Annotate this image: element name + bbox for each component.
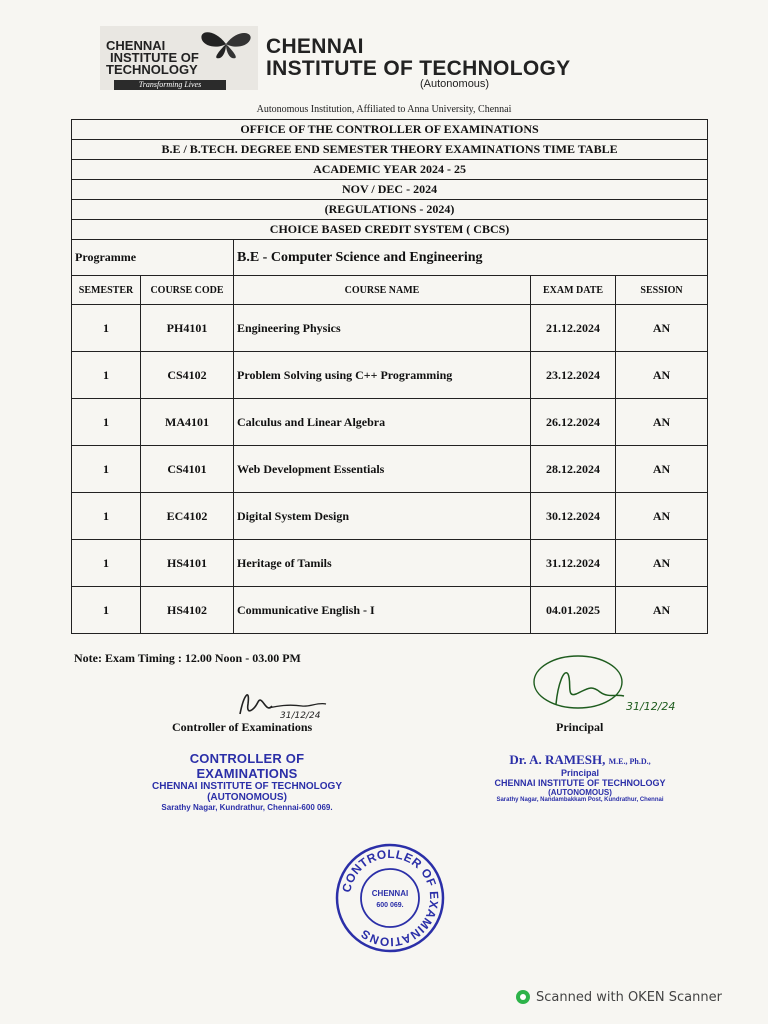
title-row (72, 160, 708, 180)
col-course-name: COURSE NAME (234, 276, 531, 305)
cell-course-code: CS4101 (141, 446, 234, 493)
cell-exam-date: 28.12.2024 (531, 446, 616, 493)
table-row (72, 493, 708, 540)
table-row (72, 446, 708, 493)
col-session: SESSION (616, 276, 708, 305)
principal-signature-date: 31/12/24 (626, 700, 676, 713)
cell-exam-date: 23.12.2024 (531, 352, 616, 399)
cell-course-code: PH4101 (141, 305, 234, 352)
scanner-watermark (516, 990, 722, 1005)
cell-course-name: Web Development Essentials (234, 446, 531, 493)
controller-signature-date: 31/12/24 (280, 711, 321, 721)
principal-stamp-name-line (474, 752, 686, 768)
logo-tagline: Transforming Lives (114, 80, 226, 90)
controller-seal (334, 842, 446, 954)
affiliation-line: Autonomous Institution, Affiliated to Anna University, Chennai (256, 104, 512, 115)
cell-exam-date: 21.12.2024 (531, 305, 616, 352)
seal-ring-text: CONTROLLER OF EXAMINATIONS (339, 846, 442, 950)
principal-stamp-autonomous: (AUTONOMOUS) (548, 788, 612, 797)
logo-line-2: INSTITUTE OF (110, 50, 199, 65)
cell-exam-date: 31.12.2024 (531, 540, 616, 587)
column-header-row (72, 276, 708, 305)
title-row (72, 180, 708, 200)
title-academic-year: ACADEMIC YEAR 2024 - 25 (72, 160, 708, 180)
title-office: OFFICE OF THE CONTROLLER OF EXAMINATIONS (72, 120, 708, 140)
cell-session: AN (616, 305, 708, 352)
controller-signature (232, 684, 332, 724)
principal-stamp-institution: CHENNAI INSTITUTE OF TECHNOLOGY (494, 778, 666, 788)
programme-row (72, 240, 708, 276)
col-exam-date: EXAM DATE (531, 276, 616, 305)
title-session: NOV / DEC - 2024 (72, 180, 708, 200)
cell-exam-date: 04.01.2025 (531, 587, 616, 634)
principal-label: Principal (556, 720, 604, 734)
cell-session: AN (616, 493, 708, 540)
table-row (72, 587, 708, 634)
cell-session: AN (616, 352, 708, 399)
institution-logo (100, 26, 258, 90)
controller-stamp (142, 751, 352, 812)
logo-text (106, 40, 199, 76)
institution-name-line-1: CHENNAI (266, 35, 364, 58)
institution-name-line-2: INSTITUTE OF TECHNOLOGY (266, 57, 571, 80)
cell-course-code: HS4101 (141, 540, 234, 587)
cell-course-name: Problem Solving using C++ Programming (234, 352, 531, 399)
principal-signature (528, 654, 628, 716)
cell-semester: 1 (72, 305, 141, 352)
logo-line-3: TECHNOLOGY (106, 62, 198, 77)
cell-exam-date: 30.12.2024 (531, 493, 616, 540)
cell-session: AN (616, 587, 708, 634)
cell-session: AN (616, 540, 708, 587)
table-row (72, 352, 708, 399)
controller-stamp-address: Sarathy Nagar, Kundrathur, Chennai-600 069. (161, 803, 333, 812)
exam-timetable (71, 119, 708, 634)
cell-course-code: EC4102 (141, 493, 234, 540)
butterfly-icon (196, 26, 256, 62)
cell-course-name: Engineering Physics (234, 305, 531, 352)
col-semester: SEMESTER (72, 276, 141, 305)
cell-course-name: Communicative English - I (234, 587, 531, 634)
logo-line-1: CHENNAI (106, 38, 166, 53)
principal-stamp-qualification: M.E., Ph.D., (608, 757, 651, 766)
cell-semester: 1 (72, 399, 141, 446)
cell-course-name: Calculus and Linear Algebra (234, 399, 531, 446)
controller-stamp-title: CONTROLLER OF EXAMINATIONS (189, 751, 305, 781)
title-row (72, 140, 708, 160)
table-row (72, 540, 708, 587)
cell-course-name: Digital System Design (234, 493, 531, 540)
seal-center-line-2: 600 069. (376, 902, 404, 909)
title-row (72, 120, 708, 140)
table-row (72, 399, 708, 446)
svg-text:CONTROLLER OF EXAMINATIONS (339, 847, 441, 949)
cell-course-code: MA4101 (141, 399, 234, 446)
cell-semester: 1 (72, 352, 141, 399)
cell-session: AN (616, 446, 708, 493)
principal-stamp-name: Dr. A. RAMESH, (509, 752, 606, 767)
programme-value: B.E - Computer Science and Engineering (234, 240, 708, 276)
institution-autonomous: (Autonomous) (420, 78, 490, 90)
cell-semester: 1 (72, 446, 141, 493)
principal-stamp-address: Sarathy Nagar, Nandambakkam Post, Kundrathur, Chennai (496, 797, 664, 803)
title-cbcs: CHOICE BASED CREDIT SYSTEM ( CBCS) (72, 220, 708, 240)
cell-course-name: Heritage of Tamils (234, 540, 531, 587)
cell-semester: 1 (72, 540, 141, 587)
controller-stamp-autonomous: (AUTONOMOUS) (207, 792, 287, 803)
scanner-text: Scanned with OKEN Scanner (536, 990, 722, 1005)
programme-label: Programme (72, 240, 234, 276)
table-row (72, 305, 708, 352)
seal-center-line-1: CHENNAI (371, 889, 409, 898)
cell-exam-date: 26.12.2024 (531, 399, 616, 446)
exam-timing-note: Note: Exam Timing : 12.00 Noon - 03.00 PM (74, 651, 301, 665)
principal-stamp (474, 752, 686, 803)
institution-name (266, 36, 570, 80)
cell-semester: 1 (72, 493, 141, 540)
title-row (72, 220, 708, 240)
cell-semester: 1 (72, 587, 141, 634)
cell-session: AN (616, 399, 708, 446)
principal-stamp-title: Principal (560, 768, 599, 778)
cell-course-code: CS4102 (141, 352, 234, 399)
title-row (72, 200, 708, 220)
col-course-code: COURSE CODE (141, 276, 234, 305)
controller-label: Controller of Examinations (172, 720, 313, 734)
title-exam: B.E / B.TECH. DEGREE END SEMESTER THEORY EXAMINATIONS TIME TABLE (72, 140, 708, 160)
cell-course-code: HS4102 (141, 587, 234, 634)
oken-scanner-icon (516, 990, 530, 1004)
controller-stamp-institution: CHENNAI INSTITUTE OF TECHNOLOGY (152, 781, 342, 792)
title-regulations: (REGULATIONS - 2024) (72, 200, 708, 220)
